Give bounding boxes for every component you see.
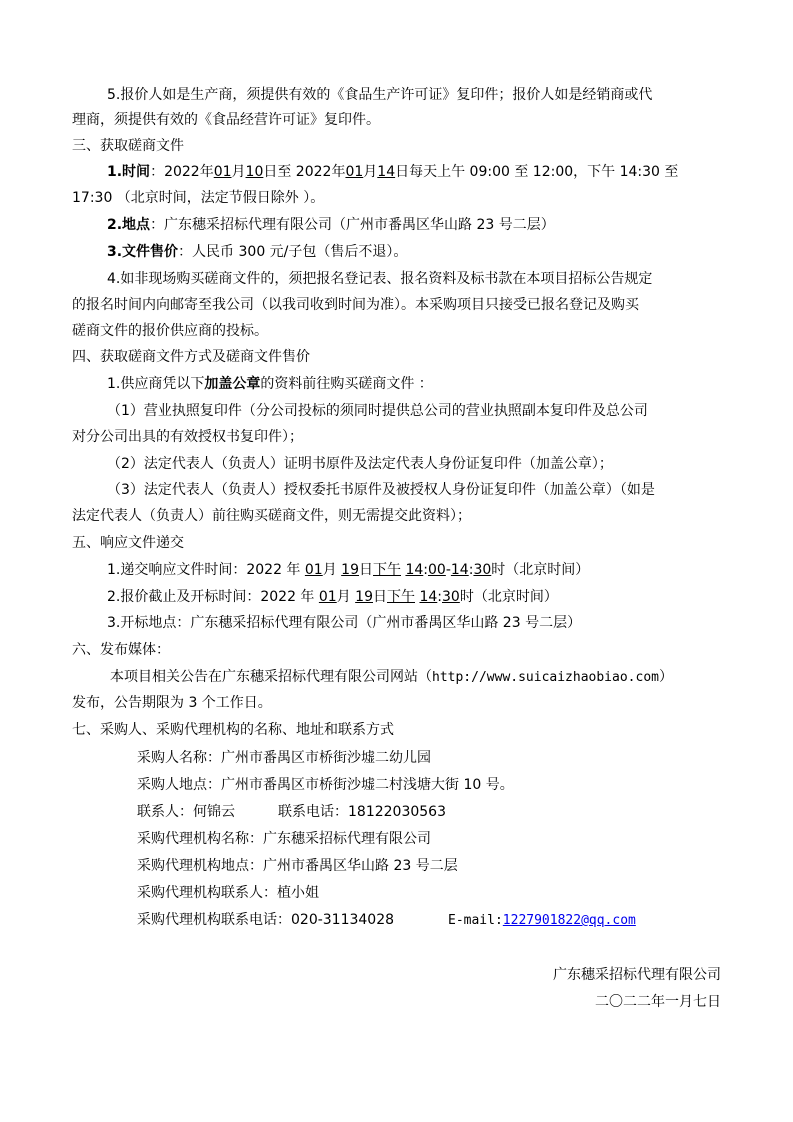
s5-item2-p1: 2.报价截止及开标时间：2022 年 [107,589,319,605]
time-label: 1.时间 [107,164,151,180]
s6-line2: 发布，公告期限为 3 个工作日。 [72,695,272,711]
s5-item2 [107,588,558,606]
item5-line2: 理商，须提供有效的《食品经营许可证》复印件。 [72,112,380,128]
place-text: ：广东穗采招标代理有限公司（广州市番禺区华山路 23 号二层） [150,217,555,233]
s5-item2-month: 01 [318,589,337,605]
s4-item1-pre: 1.供应商凭以下 [107,376,205,392]
s5-item1-t4: 30 [473,562,492,578]
time-p4: 月 [363,164,378,180]
s6-line1-pre: 本项目相关公告在广东穗采招标代理有限公司网站（ [110,669,432,685]
s5-item1-t3: 14 [450,562,469,578]
time-month1: 01 [213,164,232,180]
item4-line1: 4.如非现场购买磋商文件的，须把报名登记表、报名资料及标书款在本项目招标公告规定 [107,271,653,287]
price-line [107,243,407,261]
signature-date: 二〇二二年一月七日 [595,994,721,1010]
agent-address: 采购代理机构地点：广州市番禺区华山路 23 号二层 [137,858,458,874]
s5-item2-colon1: : [437,589,442,605]
section5-heading: 五、响应文件递交 [72,535,184,551]
time-line2: 17:30 （北京时间，法定节假日除外 ）。 [72,190,325,206]
s5-item1-day: 19 [341,562,359,578]
s5-item1-t2: 00 [428,562,446,578]
email-line [448,911,636,930]
time-day1: 10 [245,164,264,180]
email-label: E-mail: [448,913,503,928]
s5-item2-day: 19 [355,589,373,605]
s5-item1-t1: 14 [405,562,424,578]
item5-line1: 5.报价人如是生产商，须提供有效的《食品生产许可证》复印件；报价人如是经销商或代 [107,87,653,103]
s4-item1 [107,375,433,393]
section4-heading: 四、获取磋商文件方式及磋商文件售价 [72,349,310,365]
s4-sub3-line2: 法定代表人（负责人）前往购买磋商文件，则无需提交此资料）； [72,508,471,524]
s5-item1-p1: 1.递交响应文件时间：2022 年 [107,562,305,578]
section3-heading: 三、获取磋商文件 [72,138,184,154]
email-link[interactable]: 1227901822@qq.com [502,913,636,928]
s6-line1 [110,668,673,687]
time-p1: 2022年 [164,164,214,180]
s4-sub1-line1: （1）营业执照复印件（分公司投标的须同时提供总公司的营业执照副本复印件及总公司 [107,403,648,419]
s5-item3: 3.开标地点：广东穗采招标代理有限公司（广州市番禺区华山路 23 号二层） [107,615,582,631]
s5-item2-t2: 30 [442,589,460,605]
s5-item2-p3: 日 [373,589,387,605]
s4-item1-post: 的资料前往购买磋商文件 ： [260,376,433,392]
time-line1 [107,163,678,181]
time-colon: ： [150,164,165,180]
place-line [107,216,555,234]
time-month2: 01 [345,164,364,180]
s4-item1-bold: 加盖公章 [204,376,261,392]
agent-phone: 采购代理机构联系电话：020-31134028 [137,912,395,928]
s5-item1-ampm: 下午 [373,562,401,578]
price-label: 3.文件售价 [107,244,179,260]
place-label: 2.地点 [107,217,151,233]
item4-line3: 磋商文件的报价供应商的投标。 [72,323,268,339]
price-text: ：人民币 300 元/子包（售后不退）。 [178,244,408,260]
s5-item1-colon1: : [423,562,428,578]
website-url: http://www.suicaizhaobiao.com [432,670,659,685]
s5-item1-colon2: : [468,562,474,578]
buyer-contact: 联系人：何锦云 [137,804,235,820]
buyer-phone: 联系电话：18122030563 [278,804,446,820]
s5-item2-p2: 月 [336,589,356,605]
item4-line2: 的报名时间内向邮寄至我公司（以我司收到时间为准）。本采购项目只接受已报名登记及购买 [72,297,639,313]
section7-heading: 七、采购人、采购代理机构的名称、地址和联系方式 [72,722,394,738]
s5-item2-ampm: 下午 [387,589,415,605]
buyer-name: 采购人名称：广州市番禺区市桥街沙墟二幼儿园 [137,750,431,766]
s5-item1-dash: - [445,562,451,578]
s6-line1-post: ） [658,669,673,685]
signature-company: 广东穗采招标代理有限公司 [553,967,721,983]
s5-item1-p2: 月 [322,562,342,578]
s5-item1 [107,561,589,579]
s4-sub2: （2）法定代表人（负责人）证明书原件及法定代表人身份证复印件（加盖公章）； [107,456,613,472]
s5-item2-p5: 时（北京时间） [459,589,558,605]
time-p5: 日每天上午 09:00 至 12:00，下午 14:30 至 [395,164,679,180]
time-p2: 月 [231,164,246,180]
time-p3: 日至 2022年 [263,164,346,180]
buyer-address: 采购人地点：广州市番禺区市桥街沙墟二村浅塘大街 10 号。 [137,777,514,793]
agent-contact: 采购代理机构联系人：植小姐 [137,885,319,901]
section6-heading: 六、发布媒体： [72,642,170,658]
s4-sub3-line1: （3）法定代表人（负责人）授权委托书原件及被授权人身份证复印件（加盖公章）（如是 [107,482,655,498]
agent-name: 采购代理机构名称：广东穗采招标代理有限公司 [137,831,431,847]
s5-item1-p3: 日 [359,562,373,578]
s5-item1-p5: 时（北京时间） [491,562,590,578]
time-day2: 14 [377,164,396,180]
s4-sub1-line2: 对分公司出具的有效授权书复印件）； [72,429,303,445]
s5-item1-month: 01 [304,562,323,578]
s5-item2-t1: 14 [419,589,438,605]
